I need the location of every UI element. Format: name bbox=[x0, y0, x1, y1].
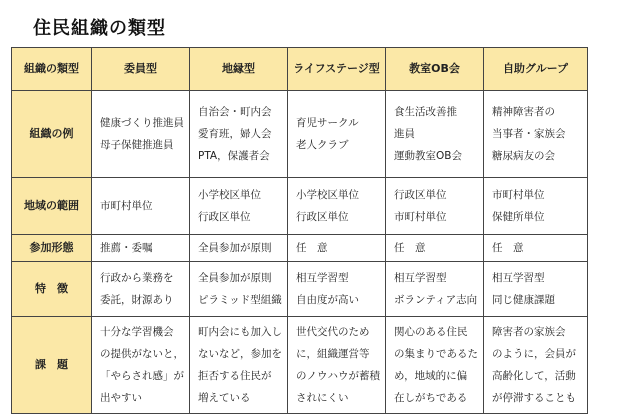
header-row bbox=[12, 48, 588, 91]
table-cell: 任 意 bbox=[386, 235, 484, 262]
table-cell: 健康づくり推進員 母子保健推進員 bbox=[92, 91, 190, 178]
table-cell: 任 意 bbox=[484, 235, 588, 262]
table-cell: 精神障害者の 当事者・家族会 糖尿病友の会 bbox=[484, 91, 588, 178]
table-cell: 相互学習型 同じ健康課題 bbox=[484, 262, 588, 317]
row-label: 参加形態 bbox=[12, 235, 92, 262]
table-cell: 障害者の家族会 のように，会員が 高齢化して，活動 が停滞することも bbox=[484, 317, 588, 414]
table-cell: 市町村単位 bbox=[92, 178, 190, 235]
row-label: 課 題 bbox=[12, 317, 92, 414]
table-cell: 小学校区単位 行政区単位 bbox=[288, 178, 386, 235]
table-cell: 行政区単位 市町村単位 bbox=[386, 178, 484, 235]
header-cell: 自助グループ bbox=[484, 48, 588, 91]
table-cell: 食生活改善推 進員 運動教室OB会 bbox=[386, 91, 484, 178]
row-label: 地域の範囲 bbox=[12, 178, 92, 235]
header-cell: 委員型 bbox=[92, 48, 190, 91]
table-cell: 小学校区単位 行政区単位 bbox=[190, 178, 288, 235]
table-row bbox=[12, 317, 588, 414]
organization-types-table bbox=[11, 47, 588, 414]
table-cell: 全員参加が原則 ピラミッド型組織 bbox=[190, 262, 288, 317]
table-row bbox=[12, 262, 588, 317]
row-label: 特 徴 bbox=[12, 262, 92, 317]
table-cell: 市町村単位 保健所単位 bbox=[484, 178, 588, 235]
header-cell: ライフステージ型 bbox=[288, 48, 386, 91]
page-title: 住民組織の類型 bbox=[33, 18, 166, 39]
table-cell: 行政から業務を 委託，財源あり bbox=[92, 262, 190, 317]
table-row bbox=[12, 235, 588, 262]
table-row bbox=[12, 178, 588, 235]
table-cell: 町内会にも加入し ないなど，参加を 拒否する住民が 増えている bbox=[190, 317, 288, 414]
table-cell: 相互学習型 ボランティア志向 bbox=[386, 262, 484, 317]
header-cell: 教室OB会 bbox=[386, 48, 484, 91]
table-cell: 推薦・委嘱 bbox=[92, 235, 190, 262]
table-cell: 育児サークル 老人クラブ bbox=[288, 91, 386, 178]
table-row bbox=[12, 91, 588, 178]
table-cell: 自治会・町内会 愛育班，婦人会 PTA，保護者会 bbox=[190, 91, 288, 178]
table-cell: 任 意 bbox=[288, 235, 386, 262]
table-cell: 十分な学習機会 の提供がないと， 「やらされ感」が 出やすい bbox=[92, 317, 190, 414]
table-cell: 世代交代のため に，組織運営等 のノウハウが蓄積 されにくい bbox=[288, 317, 386, 414]
table-cell: 関心のある住民 の集まりであるた め，地域的に偏 在しがちである bbox=[386, 317, 484, 414]
header-cell: 組織の類型 bbox=[12, 48, 92, 91]
table-cell: 相互学習型 自由度が高い bbox=[288, 262, 386, 317]
row-label: 組織の例 bbox=[12, 91, 92, 178]
table-cell: 全員参加が原則 bbox=[190, 235, 288, 262]
header-cell: 地縁型 bbox=[190, 48, 288, 91]
